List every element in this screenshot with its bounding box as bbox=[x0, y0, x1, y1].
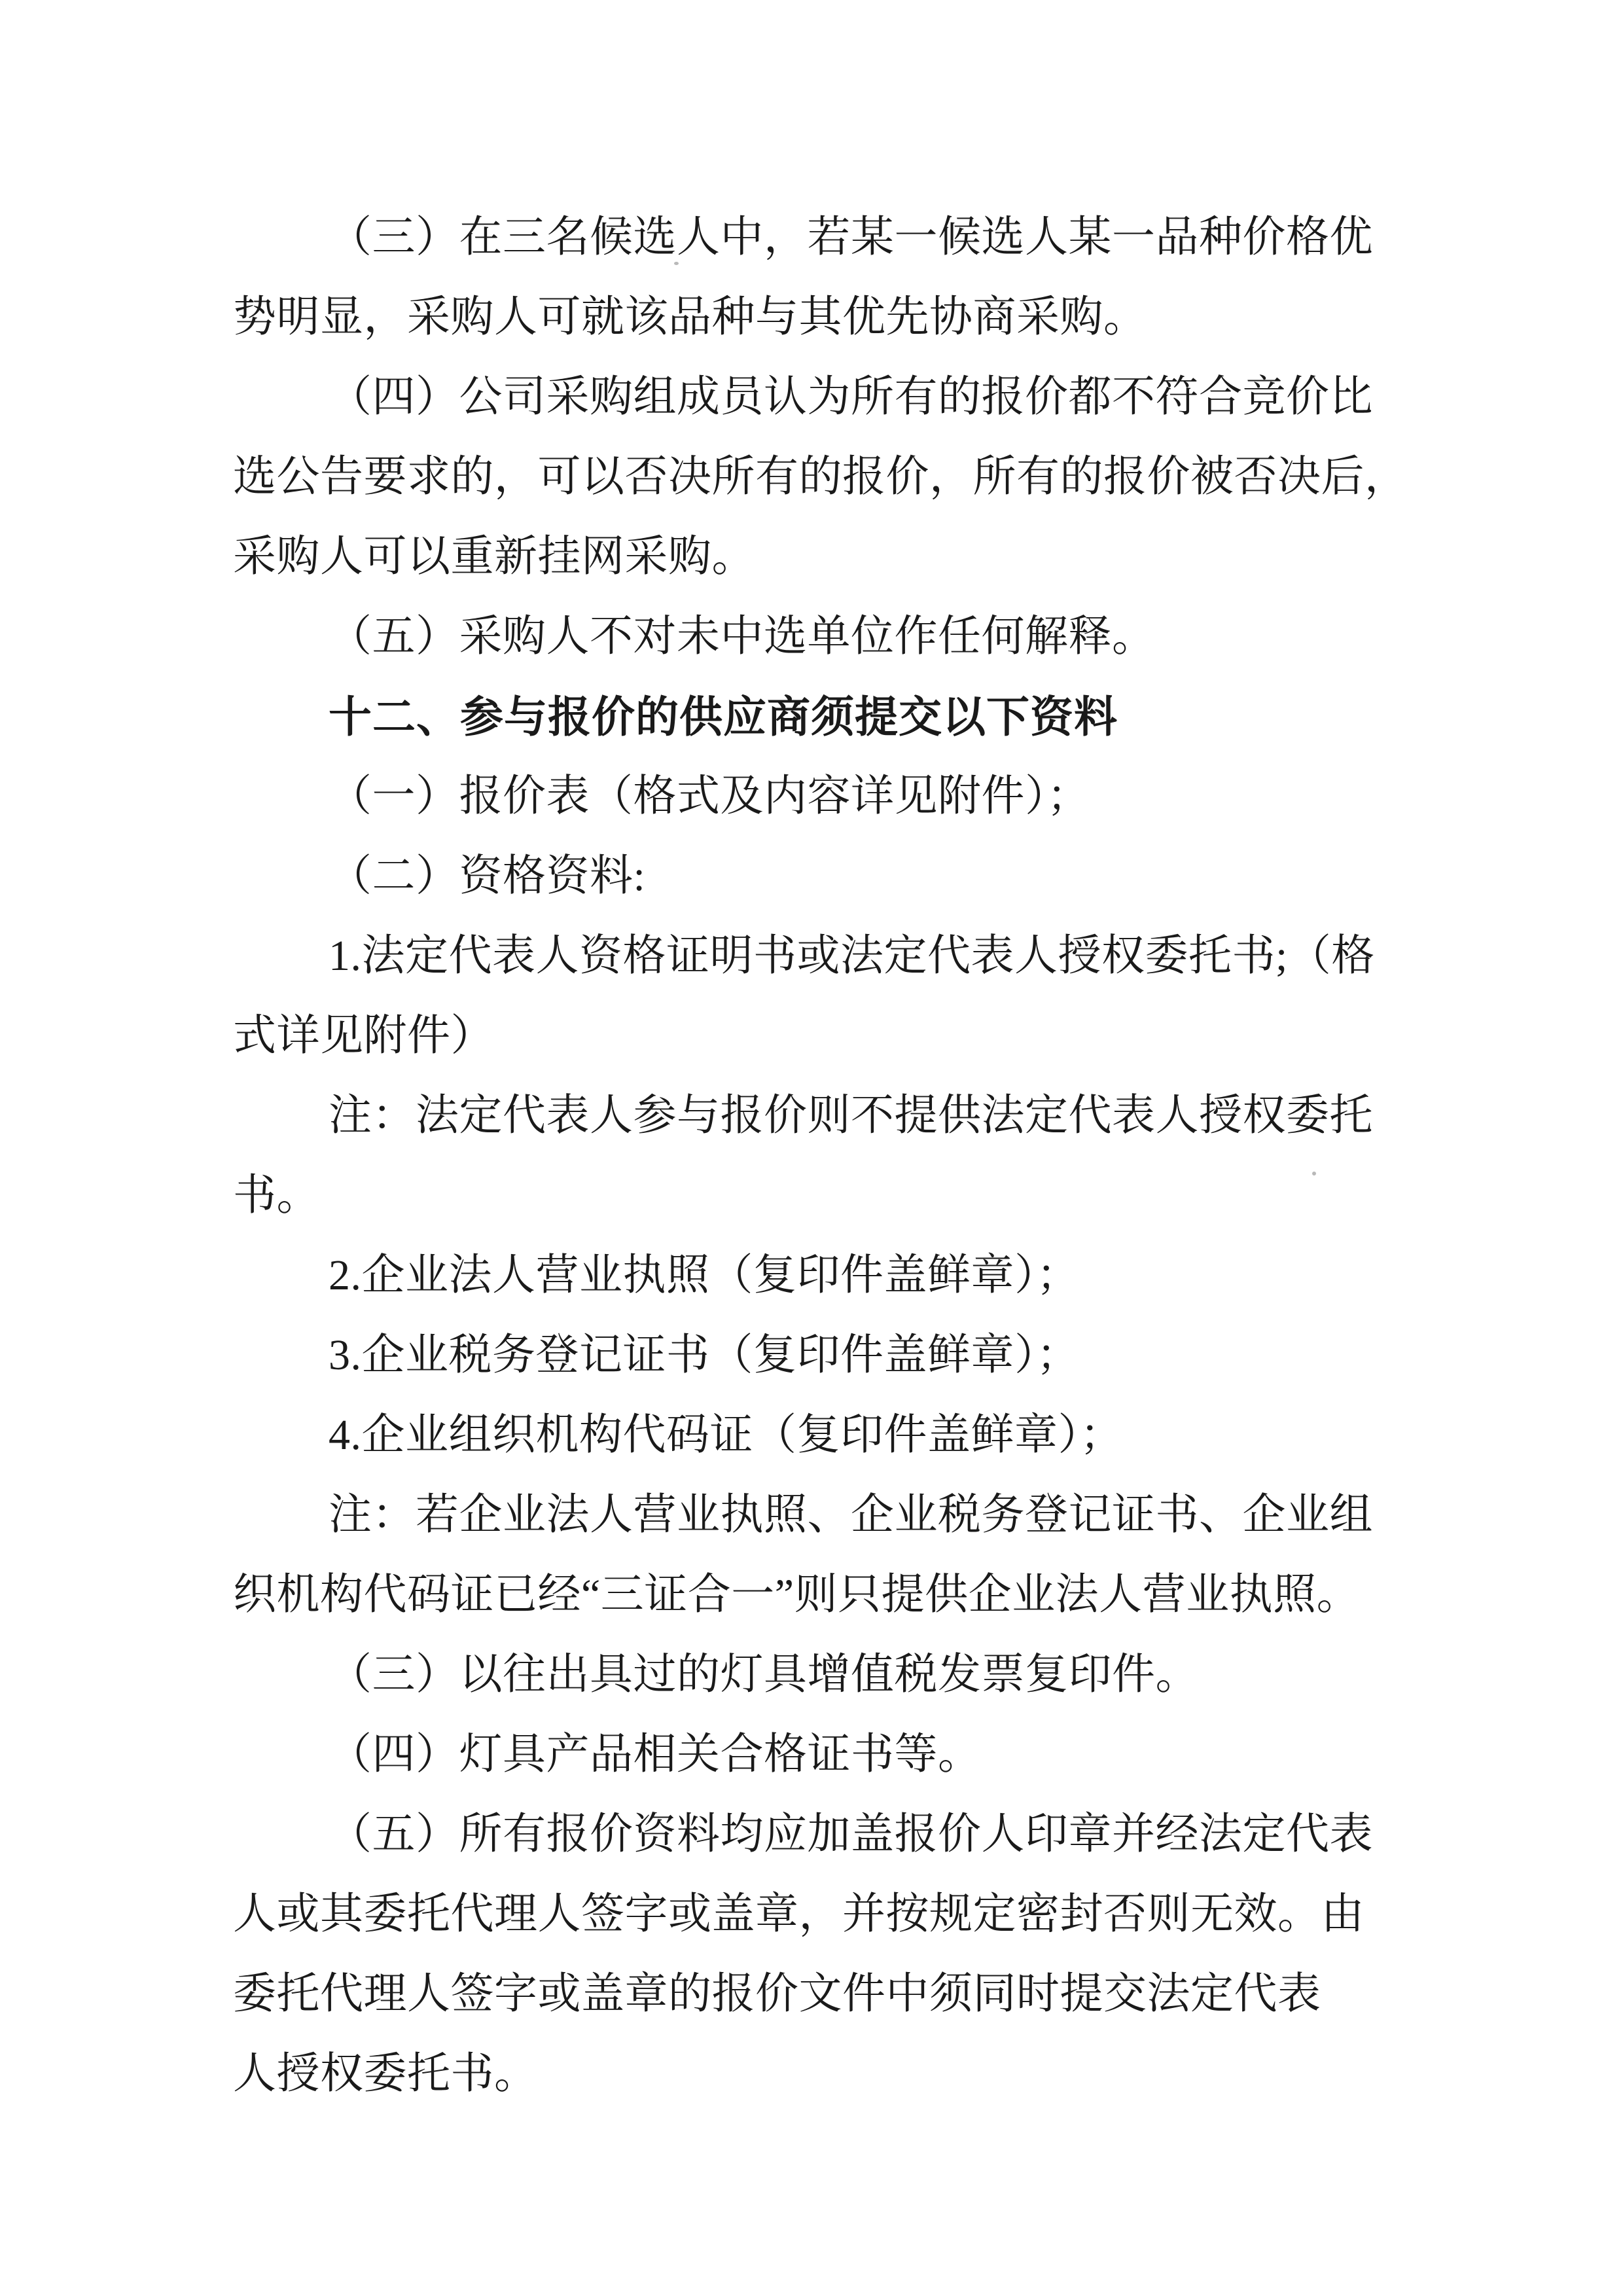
text-line-13: 书。 bbox=[233, 1172, 320, 1219]
text-line-18: 织机构代码证已经“三证合一”则只提供企业法人营业执照。 bbox=[233, 1571, 1361, 1619]
text-line-24: 人授权委托书。 bbox=[233, 2050, 538, 2098]
document-body bbox=[233, 198, 1415, 2114]
scan-artifact bbox=[1312, 1172, 1316, 1175]
section-heading: 十二、参与报价的供应商须提交以下资料 bbox=[329, 692, 1118, 741]
text-line-22: 人或其委托代理人签字或盖章，并按规定密封否则无效。由 bbox=[233, 1890, 1364, 1938]
text-line-23: 委托代理人签字或盖章的报价文件中须同时提交法定代表 bbox=[233, 1970, 1321, 2018]
text-line-15: 3.企业税务登记证书（复印件盖鲜章）； bbox=[329, 1331, 1080, 1379]
text-line-10: 1.法定代表人资格证明书或法定代表人授权委托书;（格 bbox=[329, 932, 1375, 980]
text-line-20: （四）灯具产品相关合格证书等。 bbox=[329, 1731, 982, 1778]
text-line-11: 式详见附件） bbox=[233, 1012, 494, 1060]
text-line-8: （一）报价表（格式及内容详见附件）； bbox=[329, 772, 1090, 820]
text-line-2: 势明显，采购人可就该品种与其优先协商采购。 bbox=[233, 293, 1147, 341]
scan-artifact bbox=[674, 262, 679, 265]
text-line-5: 采购人可以重新挂网采购。 bbox=[233, 533, 755, 581]
text-line-17: 注：若企业法人营业执照、企业税务登记证书、企业组 bbox=[329, 1491, 1373, 1539]
text-line-12: 注：法定代表人参与报价则不提供法定代表人授权委托 bbox=[329, 1092, 1373, 1139]
text-line-16: 4.企业组织机构代码证（复印件盖鲜章）； bbox=[329, 1411, 1124, 1459]
text-line-9: （二）资格资料: bbox=[329, 852, 646, 900]
text-line-1: （三）在三名候选人中，若某一候选人某一品种价格优 bbox=[329, 213, 1373, 261]
text-line-14: 2.企业法人营业执照（复印件盖鲜章）； bbox=[329, 1251, 1080, 1299]
text-line-6: （五）采购人不对未中选单位作任何解释。 bbox=[329, 613, 1156, 660]
text-line-21: （五）所有报价资料均应加盖报价人印章并经法定代表 bbox=[329, 1810, 1373, 1858]
text-line-4: 选公告要求的，可以否决所有的报价，所有的报价被否决后， bbox=[233, 453, 1408, 501]
text-line-19: （三）以往出具过的灯具增值税发票复印件。 bbox=[329, 1651, 1199, 1698]
text-line-3: （四）公司采购组成员认为所有的报价都不符合竞价比 bbox=[329, 373, 1373, 421]
